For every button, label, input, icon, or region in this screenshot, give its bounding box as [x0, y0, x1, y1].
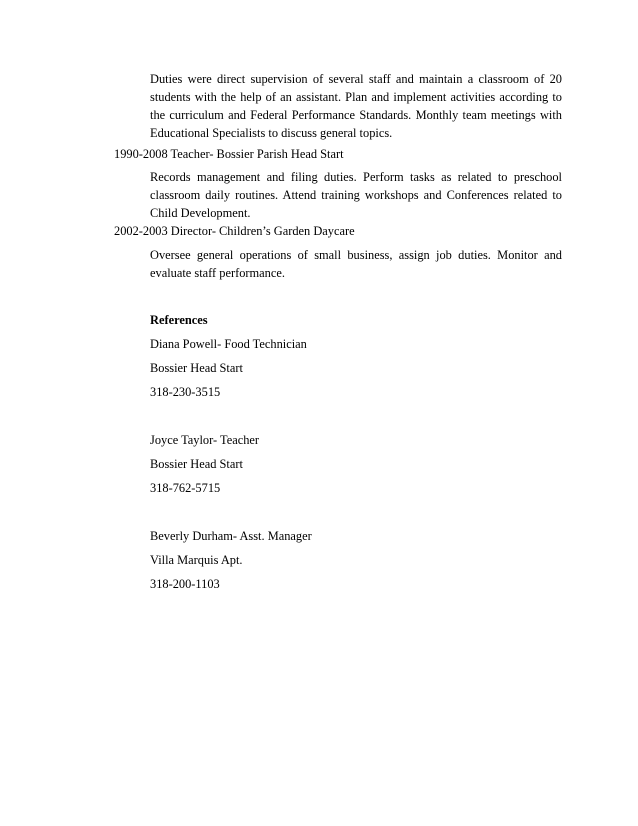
reference-2-organization: Bossier Head Start [150, 457, 243, 471]
references-title: References [150, 313, 208, 327]
reference-1-phone: 318-230-3515 [150, 385, 221, 399]
intro-duties-paragraph: Duties were direct supervision of several staff and maintain a classroom of 20 students with the help of an assistant. Plan and implement activities according to the curriculum and Federal Performance Standards. Monthly team meetings with Educational Specialists to discuss general topics. [150, 72, 562, 140]
job-description-teacher: Records management and filing duties. Perform tasks as related to preschool classroom daily routines. Attend training workshops and Conferences related to Child Development. [150, 170, 562, 220]
reference-3-organization: Villa Marquis Apt. [150, 553, 243, 567]
job-description-director: Oversee general operations of small business, assign job duties. Monitor and evaluate staff performance. [150, 248, 562, 280]
job-heading-teacher: 1990-2008 Teacher- Bossier Parish Head Start [114, 147, 344, 161]
reference-1-organization: Bossier Head Start [150, 361, 243, 375]
reference-3-name: Beverly Durham- Asst. Manager [150, 529, 312, 543]
reference-1-name: Diana Powell- Food Technician [150, 337, 307, 351]
reference-2-phone: 318-762-5715 [150, 481, 221, 495]
reference-3-phone: 318-200-1103 [150, 577, 220, 591]
reference-2-name: Joyce Taylor- Teacher [150, 433, 260, 447]
job-heading-director: 2002-2003 Director- Children’s Garden Daycare [114, 224, 355, 238]
